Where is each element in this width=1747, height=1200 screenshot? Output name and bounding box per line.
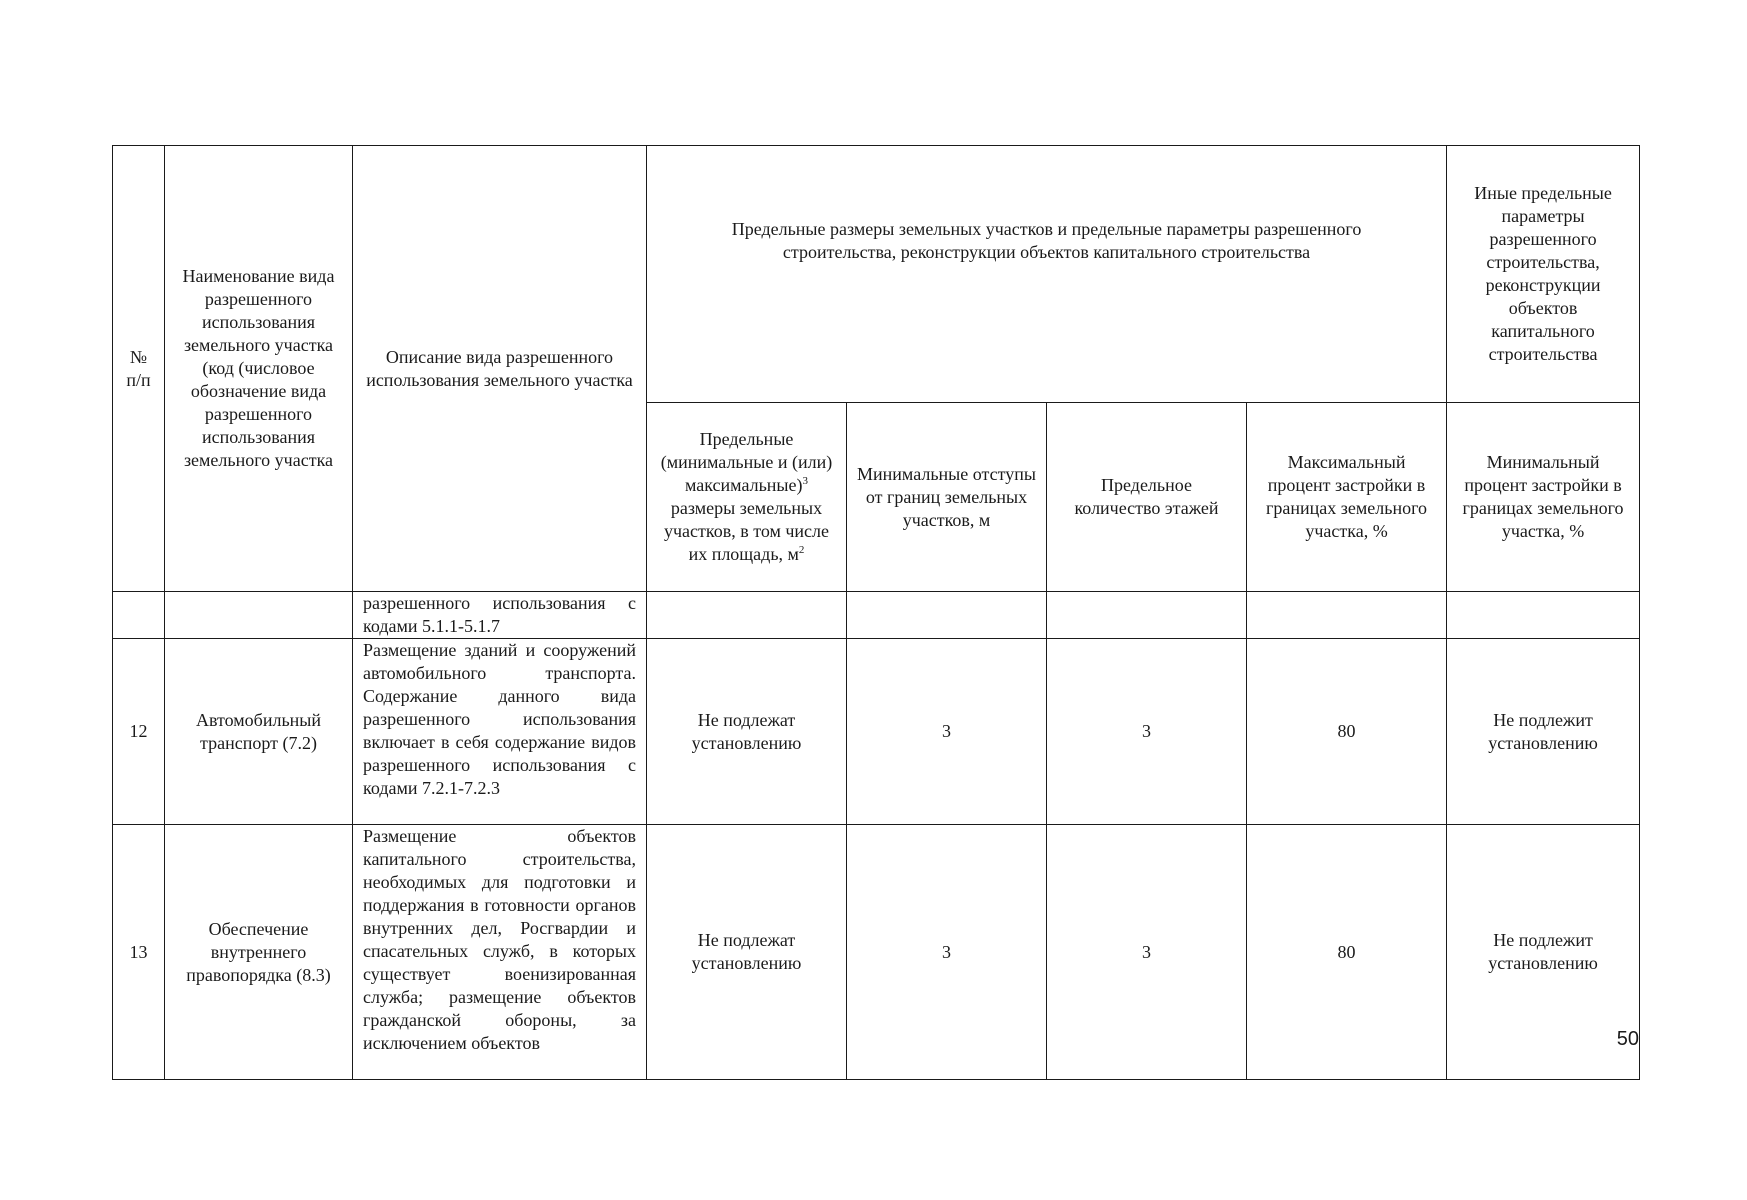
row-setbacks: 3: [847, 639, 1047, 825]
table-row: [113, 825, 1640, 1080]
page-number: 50: [1616, 1028, 1639, 1050]
row-description: Размещение объектов капитального строительства, необходимых для подготовки и поддержания в готовности органов внутренних дел, Росгвардии и спасательных служб, в которых существует военизированная служба; размещение объектов гражданской обороны, за исключением объектов: [353, 825, 647, 1080]
land-use-regulations-table: [112, 145, 1640, 1080]
row-max-coverage: [1247, 592, 1447, 639]
row-plot-size: [647, 592, 847, 639]
row-description: разрешенного использования с кодами 5.1.1-5.1.7: [353, 592, 647, 639]
row-floors: [1047, 592, 1247, 639]
row-max-coverage: 80: [1247, 825, 1447, 1080]
row-plot-size: Не подлежат установлению: [647, 639, 847, 825]
header-max-coverage: Максимальный процент застройки в границах земельного участка, %: [1247, 403, 1447, 592]
row-setbacks: [847, 592, 1047, 639]
row-name: Обеспечение внутреннего правопорядка (8.3): [165, 825, 353, 1080]
header-other-group: Иные предельные параметры разрешенного строительства, реконструкции объектов капитального строительства: [1447, 146, 1640, 403]
row-min-coverage: Не подлежит установлению: [1447, 825, 1640, 1080]
header-description: Описание вида разрешенного использования земельного участка: [353, 146, 647, 592]
row-num: [113, 592, 165, 639]
row-num: 12: [113, 639, 165, 825]
row-floors: 3: [1047, 825, 1247, 1080]
header-setbacks: Минимальные отступы от границ земельных участков, м: [847, 403, 1047, 592]
row-min-coverage: Не подлежит установлению: [1447, 639, 1640, 825]
header-min-coverage: Минимальный процент застройки в границах земельного участка, %: [1447, 403, 1640, 592]
row-num: 13: [113, 825, 165, 1080]
row-floors: 3: [1047, 639, 1247, 825]
header-name: Наименование вида разрешенного использования земельного участка (код (числовое обозначение вида разрешенного использования земельного участка: [165, 146, 353, 592]
row-description: Размещение зданий и сооружений автомобильного транспорта. Содержание данного вида разрешенного использования включает в себя содержание видов разрешенного использования с кодами 7.2.1-7.2.3: [353, 639, 647, 825]
row-plot-size: Не подлежат установлению: [647, 825, 847, 1080]
header-floors: Предельное количество этажей: [1047, 403, 1247, 592]
header-plot-size: Предельные (минимальные и (или) максимальные)$^3$ размеры земельных участков, в том числе их площадь, $м^2$: [647, 403, 847, 592]
table-row: [113, 592, 1640, 639]
row-min-coverage: [1447, 592, 1640, 639]
header-limits-group: Предельные размеры земельных участков и предельные параметры разрешенного строительства, реконструкции объектов капитального строительства: [647, 146, 1447, 403]
row-name: [165, 592, 353, 639]
table-row: [113, 639, 1640, 825]
row-setbacks: 3: [847, 825, 1047, 1080]
table-header-row: [113, 146, 1640, 403]
row-max-coverage: 80: [1247, 639, 1447, 825]
row-name: Автомобильный транспорт (7.2): [165, 639, 353, 825]
header-num: № п/п: [113, 146, 165, 592]
